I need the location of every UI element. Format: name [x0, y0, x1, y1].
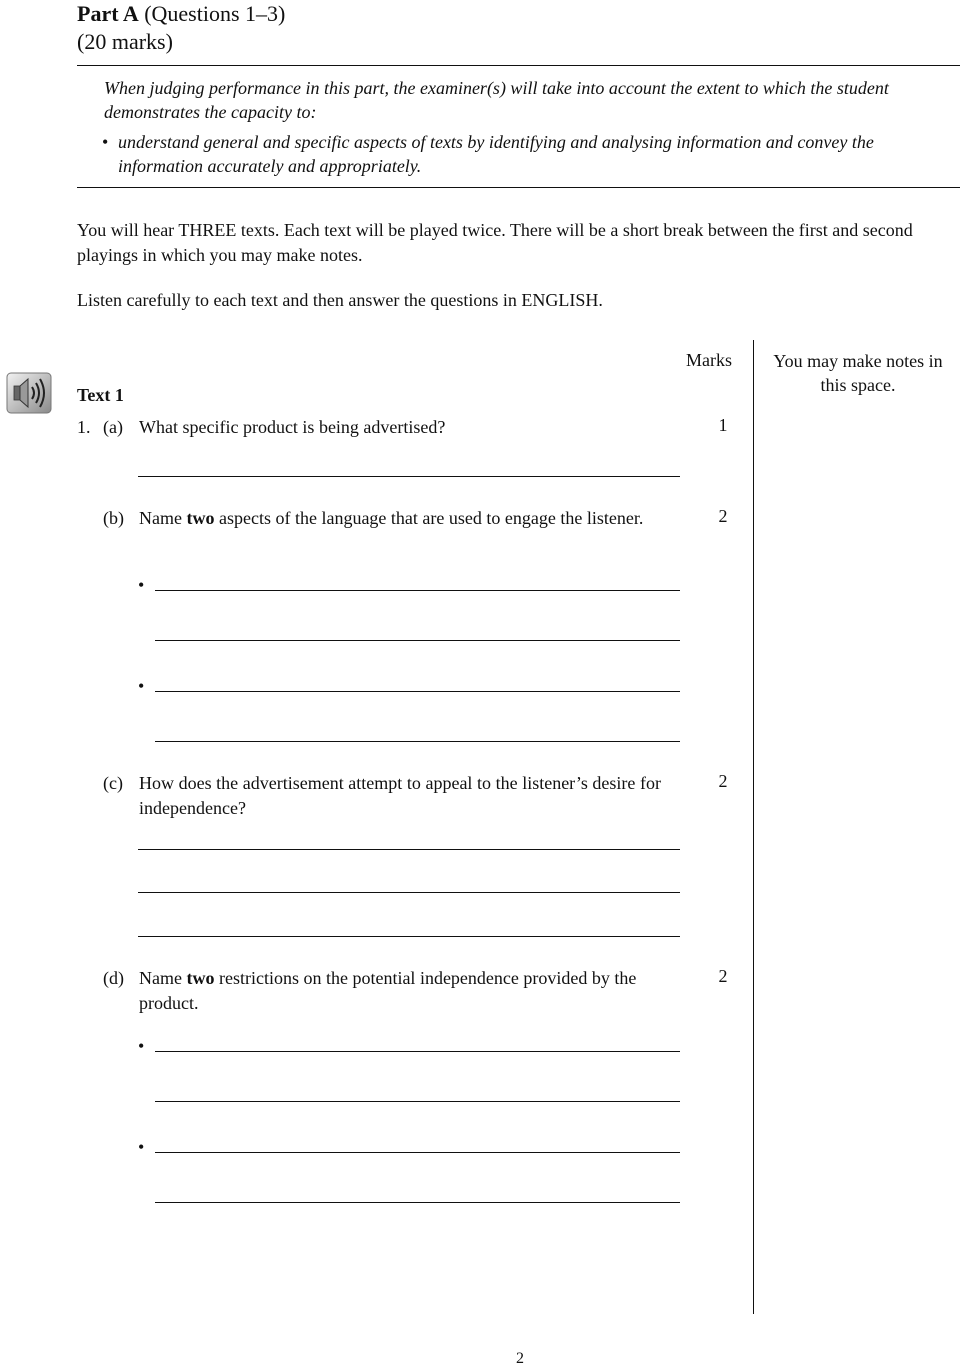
text-1-heading: Text 1: [77, 385, 124, 405]
assessment-criterion: understand general and specific aspects of texts by identifying and analysing information and convey the information accurately and appropriately.: [118, 132, 874, 176]
notes-column-divider: [753, 340, 754, 1314]
answer-line[interactable]: [138, 936, 680, 937]
answer-bullet: •: [138, 575, 145, 595]
assessment-intro: When judging performance in this part, the examiner(s) will take into account the extent to which the student demonstrates the capacity to:: [104, 78, 889, 122]
question-a-text: What specific product is being advertised?: [139, 417, 446, 437]
speaker-audio-icon: [6, 372, 52, 414]
instruction-paragraph-2: Listen carefully to each text and then answer the questions in ENGLISH.: [77, 290, 603, 310]
question-b-label: (b): [103, 508, 124, 528]
answer-line[interactable]: [155, 691, 680, 692]
part-label: Part A: [77, 1, 139, 26]
question-number: 1.: [77, 417, 91, 437]
question-b-marks: 2: [718, 506, 728, 526]
answer-line[interactable]: [155, 1152, 680, 1153]
criteria-top-rule: [77, 65, 960, 66]
question-c-text: How does the advertisement attempt to appeal to the listener’s desire for independence?: [139, 773, 661, 818]
answer-line[interactable]: [138, 476, 680, 477]
answer-bullet: •: [138, 1137, 145, 1157]
section-title: [77, 0, 285, 56]
answer-line[interactable]: [155, 1051, 680, 1052]
answer-line[interactable]: [155, 590, 680, 591]
marks-column-header: Marks: [686, 350, 732, 370]
question-b-text: Name two aspects of the language that are used to engage the listener.: [139, 508, 644, 528]
instruction-paragraph-1: You will hear THREE texts. Each text will be played twice. There will be a short break between the first and second playings in which you may make notes.: [77, 220, 913, 265]
answer-line[interactable]: [155, 1101, 680, 1102]
question-c-label: (c): [103, 773, 123, 793]
question-d-label: (d): [103, 968, 124, 988]
question-a-marks: 1: [718, 415, 728, 435]
answer-bullet: •: [138, 676, 145, 696]
answer-line[interactable]: [138, 892, 680, 893]
notes-column-header: You may make notes in this space.: [773, 351, 943, 395]
total-marks: (20 marks): [77, 29, 173, 54]
answer-line[interactable]: [155, 1202, 680, 1203]
answer-line[interactable]: [138, 849, 680, 850]
question-d-marks: 2: [718, 966, 728, 986]
questions-range: (Questions 1–3): [144, 1, 286, 26]
question-d-text: Name two restrictions on the potential independence provided by the product.: [139, 968, 637, 1013]
question-c-marks: 2: [718, 771, 728, 791]
criteria-bottom-rule: [77, 187, 960, 188]
answer-line[interactable]: [155, 741, 680, 742]
question-a-label: (a): [103, 417, 123, 437]
answer-bullet: •: [138, 1036, 145, 1056]
answer-line[interactable]: [155, 640, 680, 641]
page-number: 2: [516, 1350, 524, 1367]
criteria-bullet: •: [102, 132, 109, 152]
